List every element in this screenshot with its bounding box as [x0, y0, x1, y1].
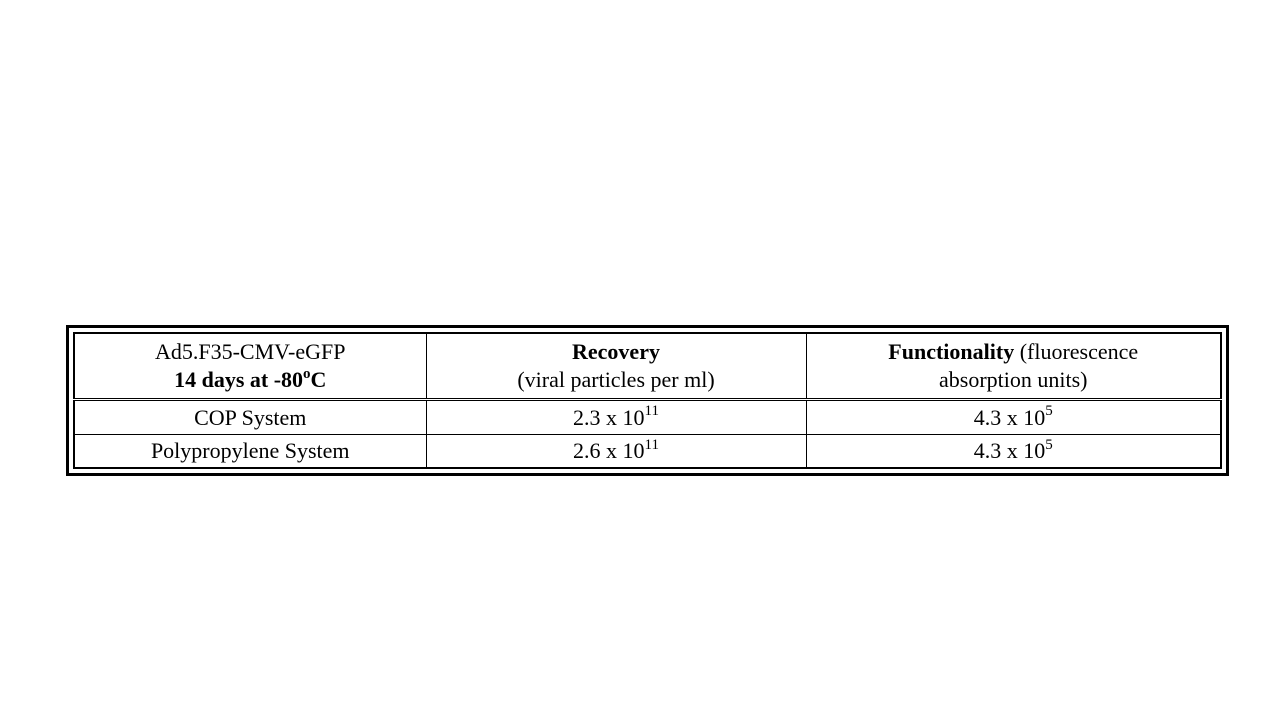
results-table: [73, 332, 1222, 469]
recovery-title: Recovery: [572, 339, 660, 365]
system-cell: Polypropylene System: [74, 434, 426, 468]
table-frame: [66, 325, 1229, 476]
storage-condition: 14 days at -80$^o$C: [174, 365, 327, 393]
system-cell: COP System: [74, 400, 426, 434]
functionality-subtitle: absorption units): [939, 367, 1088, 393]
table-row: [74, 400, 1221, 434]
header-row: [74, 333, 1221, 400]
header-recovery-cell: [426, 333, 806, 400]
functionality-title: Functionality (fluorescence: [888, 339, 1139, 365]
recovery-cell: 2.6 x $10^{11}$: [426, 434, 806, 468]
functionality-cell: 4.3 x $10^5$: [806, 400, 1221, 434]
header-sample-cell: [74, 333, 426, 400]
sample-name: Ad5.F35-CMV-eGFP: [154, 339, 346, 365]
functionality-cell: 4.3 x $10^5$: [806, 434, 1221, 468]
recovery-cell: 2.3 x $10^{11}$: [426, 400, 806, 434]
table-row: [74, 434, 1221, 468]
recovery-subtitle: (viral particles per ml): [517, 367, 715, 393]
header-functionality-cell: [806, 333, 1221, 400]
